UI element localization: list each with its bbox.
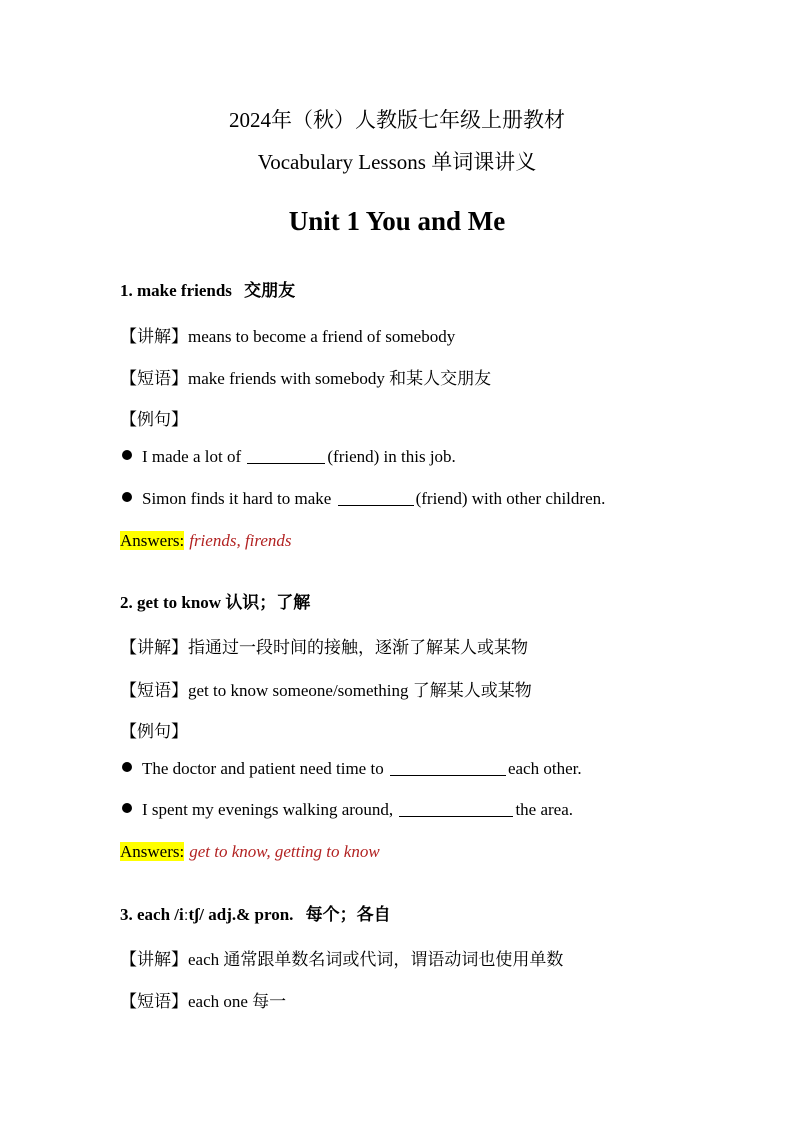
entry-3-explain xyxy=(120,945,563,970)
explain-label: 【讲解】 xyxy=(120,327,188,346)
example-text-after: (friend) in this job. xyxy=(327,447,456,466)
unit-title: Unit 1 You and Me xyxy=(288,206,506,236)
header-title-cn: 2024年（秋）人教版七年级上册教材 xyxy=(229,108,565,132)
entry-1-example-label: 【例句】 xyxy=(120,410,188,429)
answer-blank xyxy=(247,448,325,464)
entry-1-phrase-text: make friends with somebody 和某人交朋友 xyxy=(188,369,492,388)
entry-1-example-2 xyxy=(122,489,605,509)
entry-1-number: 1. xyxy=(120,281,133,300)
entry-3-meaning: 每个；各自 xyxy=(305,905,391,924)
entry-1-meaning: 交朋友 xyxy=(244,281,296,300)
answer-blank xyxy=(390,760,506,776)
entry-3-title xyxy=(120,900,391,925)
entry-1-title xyxy=(120,276,295,301)
bullet-dot xyxy=(122,450,132,460)
bullet-dot xyxy=(122,762,132,772)
answers-text: friends, firends xyxy=(189,531,292,550)
entry-2-example-2 xyxy=(122,800,573,820)
entry-3-number: 3. xyxy=(120,905,133,924)
entry-3-explain-text: each 通常跟单数名词或代词，谓语动词也使用单数 xyxy=(188,950,564,969)
explain-label: 【讲解】 xyxy=(120,950,188,969)
example-text-after: each other. xyxy=(507,759,582,778)
example-text-before: I spent my evenings walking around, xyxy=(142,800,398,819)
entry-2-title xyxy=(120,588,310,613)
entry-2-explain xyxy=(120,633,528,658)
answer-blank xyxy=(399,801,513,817)
answers-label: Answers: xyxy=(120,842,185,861)
entry-2-number: 2. xyxy=(120,593,133,612)
answers-text: get to know, getting to know xyxy=(189,842,380,861)
entry-2-answers xyxy=(120,842,380,862)
entry-3-term: each /iːtʃ/ adj.& pron. xyxy=(137,905,294,924)
entry-2-term: get to know xyxy=(137,593,222,612)
answer-blank xyxy=(338,490,414,506)
entry-2-meaning: 认识；了解 xyxy=(225,593,311,612)
entry-2-phrase xyxy=(120,676,532,701)
phrase-label: 【短语】 xyxy=(120,369,188,388)
entry-2-phrase-text: get to know someone/something 了解某人或某物 xyxy=(188,681,532,700)
entry-2-example-1 xyxy=(122,759,582,779)
entry-1-answers xyxy=(120,531,292,551)
example-text-after: the area. xyxy=(515,800,574,819)
explain-label: 【讲解】 xyxy=(120,638,188,657)
entry-3-phrase xyxy=(120,987,286,1012)
entry-2-example-label: 【例句】 xyxy=(120,722,188,741)
answers-label: Answers: xyxy=(120,531,185,550)
entry-2-explain-text: 指通过一段时间的接触，逐渐了解某人或某物 xyxy=(188,638,528,657)
example-text-before: Simon finds it hard to make xyxy=(142,489,336,508)
entry-3-phrase-text: each one 每一 xyxy=(188,992,287,1011)
example-text-before: The doctor and patient need time to xyxy=(142,759,388,778)
example-text-after: (friend) with other children. xyxy=(415,489,606,508)
phrase-label: 【短语】 xyxy=(120,992,188,1011)
entry-1-explain-text: means to become a friend of somebody xyxy=(188,327,456,346)
phrase-label: 【短语】 xyxy=(120,681,188,700)
example-text-before: I made a lot of xyxy=(142,447,246,466)
entry-1-term: make friends xyxy=(137,281,232,300)
entry-1-example-1 xyxy=(122,447,456,467)
entry-1-phrase xyxy=(120,364,491,389)
bullet-dot xyxy=(122,803,132,813)
entry-1-explain xyxy=(120,322,455,347)
header-subtitle: Vocabulary Lessons 单词课讲义 xyxy=(257,150,537,174)
bullet-dot xyxy=(122,492,132,502)
